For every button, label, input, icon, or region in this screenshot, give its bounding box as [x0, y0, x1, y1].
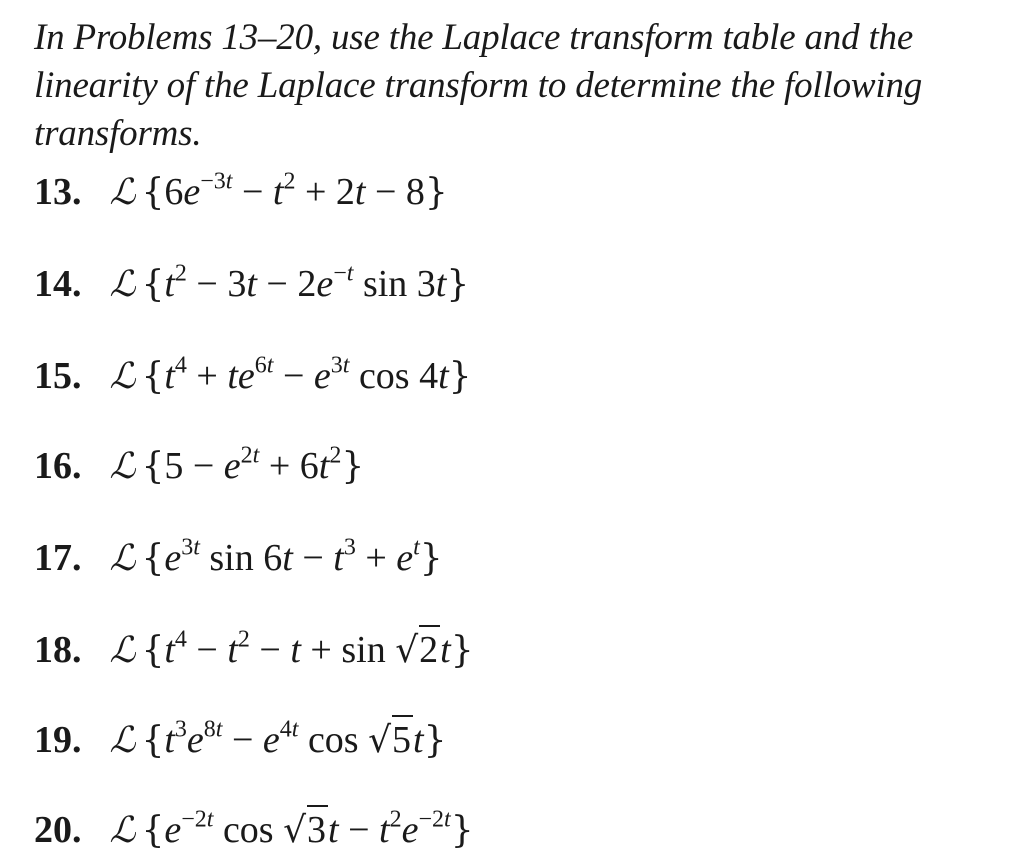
problem-expression: ℒ {$t^3e^{8t} - e^{4t}$ cos √5t} [110, 714, 447, 767]
problem-20 [34, 804, 474, 856]
problem-number: 13. [34, 171, 82, 213]
problem-expression: ℒ {$e^{-2t}$ $\cos √3t - t^2e^{-2t}$} [110, 804, 474, 857]
square-root: √3 [283, 804, 328, 857]
problem-instructions: In Problems 13–20, use the Laplace transform table and the linearity of the Laplace transform to determine the following transforms. [34, 17, 923, 154]
problem-expression: ℒ $\{6e^{-3t} - t^2 + 2t - 8\}$ [109, 168, 448, 213]
problem-number: 19. [34, 719, 82, 761]
problem-number: 14. [34, 263, 82, 305]
square-root: √2 [395, 624, 440, 677]
problem-number: 17. [34, 537, 82, 579]
problem-expression: ℒ {$t^2 - 3t - 2e^{-t}$ sin 3t} [109, 260, 470, 305]
problem-14 [34, 258, 469, 310]
problem-13 [34, 166, 448, 218]
problem-number: 18. [34, 629, 82, 671]
problem-expression: ℒ {$t^4 + te^{6t} - e^{3t}$ cos 4t} [109, 352, 472, 397]
problem-number: 16. [34, 445, 82, 487]
problem-18 [34, 624, 474, 676]
problem-expression: ℒ {$e^{3t}$ $\sin 6t - t^3 + e^t$} [109, 534, 443, 579]
square-root: √5 [368, 714, 413, 767]
problem-expression: ℒ $\{t^4 - t^2 - t + \sin √2t\}$ [110, 624, 474, 677]
problem-17 [34, 532, 443, 584]
problem-16 [34, 440, 364, 492]
problem-number: 15. [34, 355, 82, 397]
problem-number: 20. [34, 809, 82, 851]
problem-expression: ℒ $\{5 - e^{2t} + 6t^2\}$ [109, 442, 365, 487]
problem-15 [34, 350, 472, 402]
problem-19 [34, 714, 447, 766]
